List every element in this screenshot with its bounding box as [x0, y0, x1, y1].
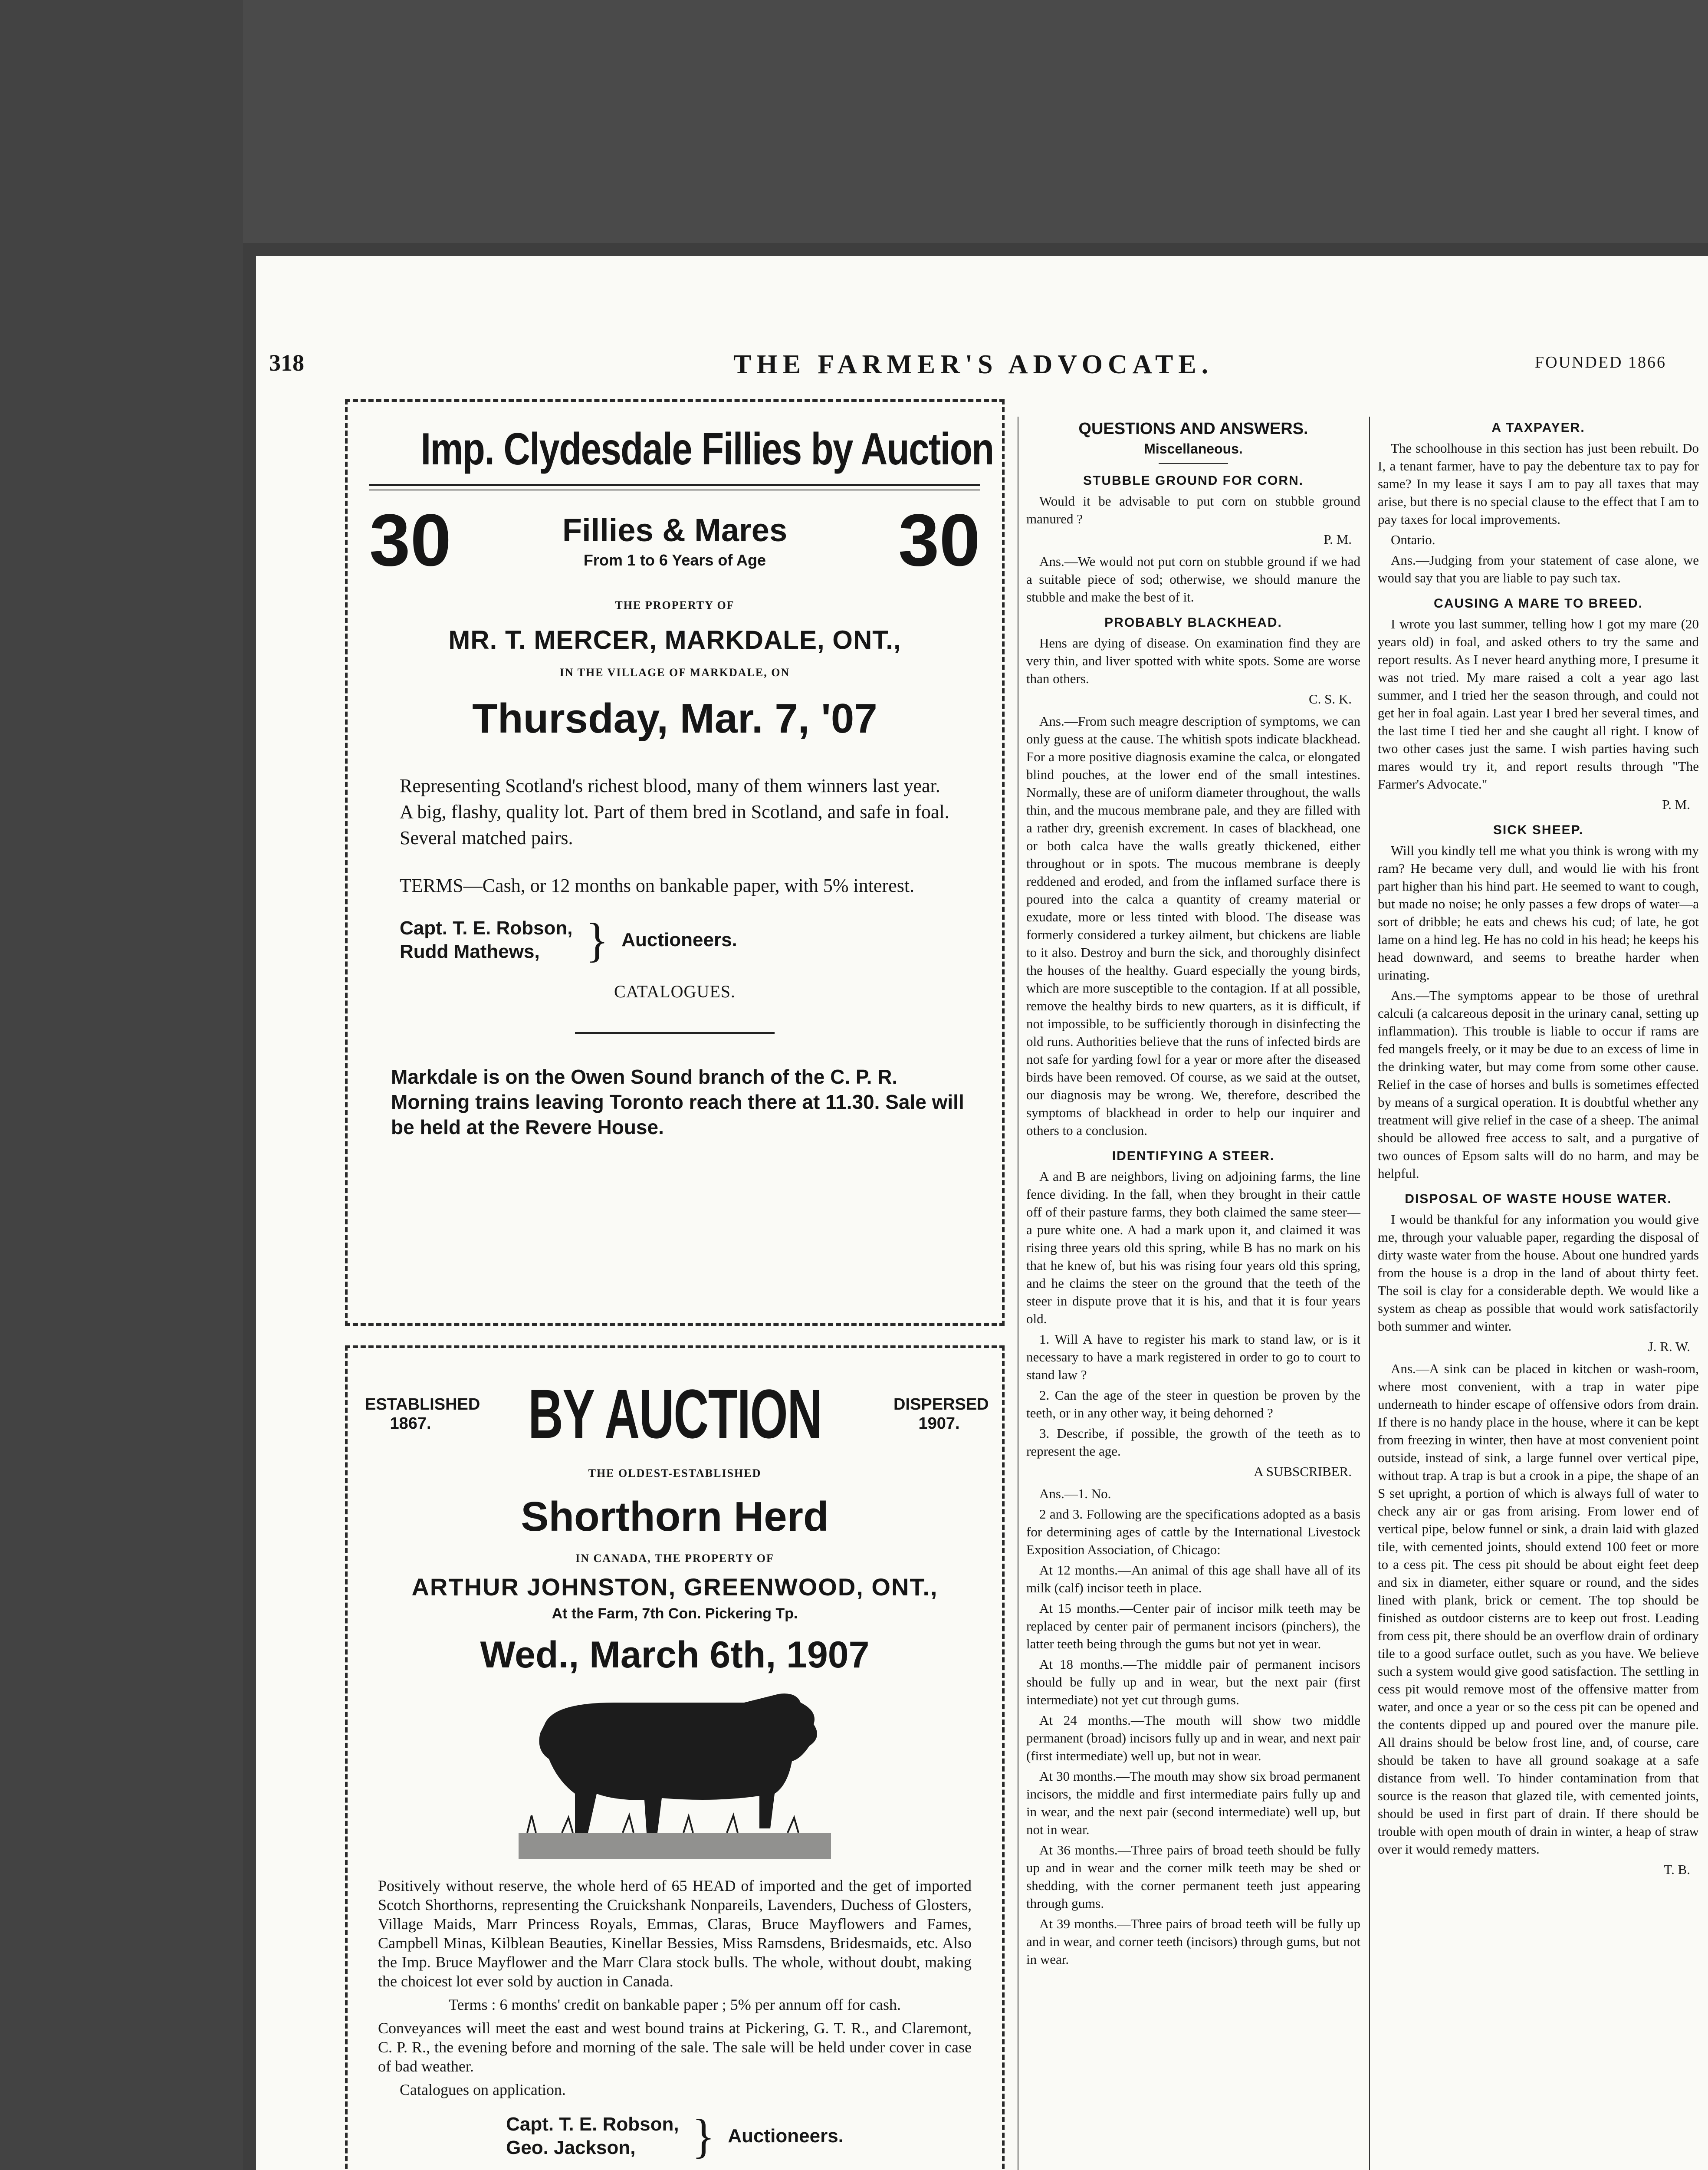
article-question-waste-water: I would be thankful for any information you would give me, through your valuable paper, regarding the disposal of dirty waste water from the house. About one hundred yards from the house is a drop in the land of about thirty feet. The soil is clay for a considerable depth. We would like a system as cheap as possible that would work satisfactorily both summer and winter.: [1378, 1212, 1699, 1334]
article-signature-waste-water: J. R. W.: [1648, 1339, 1690, 1354]
ad1-rule: [369, 484, 980, 490]
page-number: 318: [269, 350, 304, 376]
steer-answer-36-months: At 36 months.—Three pairs of broad teeth should be fully up and in wear and the corner milk teeth may be shed or shedding, with the corner permanent teeth just appearing through gums.: [1026, 1842, 1360, 1911]
steer-question-1: 1. Will A have to register his mark to stand law, or is it necessary to have a mark registered in order to go to court to stand law ?: [1026, 1332, 1360, 1382]
article-heading-waste-water: DISPOSAL OF WASTE HOUSE WATER.: [1405, 1192, 1672, 1206]
ad1-count-center: [562, 512, 787, 569]
steer-question-3: 3. Describe, if possible, the growth of the teeth as to represent the age.: [1026, 1426, 1360, 1459]
ad2-farm: At the Farm, 7th Con. Pickering Tp.: [552, 1605, 798, 1622]
article-answer-waste-water: Ans.—A sink can be placed in kitchen or wash-room, where most convenient, with a trap in water pipe underneath to hinder escape of offensive odors from drain. If there is no handy place in the house, where it can be kept from freezing in winter, then have at most convenient point outside, instead of sink, a large funnel over vertical pipe, without trap. A trap is but a crook in a pipe, the shape of an S set upright, a portion of which is always full of water to check any air or gas from arising. From lower end of vertical pipe, below funnel or sink, a drain laid with glazed tile, with cemented joints, should extend 100 feet or more to a cess pit. The cess pit should be about eight feet deep and six in diameter, either square or round, and the sides lined with plank, brick or cement. The top should be finished as outdoor cisterns are to keep out frost. Leading from cess pit, there should be an overflow drain of ordinary tile to a good surface outlet, such as you have. We believe such a system would give good satisfaction. The settling in cess pit would remove most of the offensive matter from water, and once a year or so the cess pit can be opened and the contents dipped up and poured over the manure pile. All drains should be below frost line, and, of course, care should be taken to have all ground soakage at a safe distance from well. To hinder contamination from that source is the reason that glazed tile, with cemented joints, should be used in first part of drain. If there should be trouble with open mouth of drain in winter, a heap of straw over it would remedy matters.: [1378, 1361, 1699, 1857]
ad2-auctioneer-1: Capt. T. E. Robson,: [506, 2114, 679, 2135]
article-answer-stubble: Ans.—We would not put corn on stubble ground if we had a suitable piece of sod; otherwise, we should manure the stubble and make the best of it.: [1026, 554, 1360, 605]
article-question-sheep: Will you kindly tell me what you think is wrong with my ram? He became very dull, and would lie with his front part higher than his hind part. He seemed to want to cough, but made no noise; he only passes a few drops of water—a sort of dribble; he eats and chews his cud; of late, he got lame on a hind leg. He has no cold in his head; he keeps his head downward, and seems to breathe harder when urinating.: [1378, 843, 1699, 983]
ad2-brace: }: [692, 2110, 715, 2163]
ad1-right-number: 30: [898, 499, 980, 582]
ad2-herd: Shorthorn Herd: [521, 1493, 829, 1540]
ad1-auctioneers-label: Auctioneers.: [621, 929, 737, 950]
ad1-catalogues: CATALOGUES.: [614, 982, 736, 1001]
steer-answer-1: Ans.—1. No.: [1039, 1486, 1111, 1501]
article-signature-blackhead: C. S. K.: [1308, 691, 1352, 707]
article-heading-mare: CAUSING A MARE TO BREED.: [1434, 596, 1643, 611]
section-rule: [1159, 463, 1228, 464]
steer-answer-39-months: At 39 months.—Three pairs of broad teeth will be fully up and in wear, and corner teeth (incisors) through gums, but not in wear.: [1026, 1916, 1360, 1967]
ad1-date: Thursday, Mar. 7, '07: [472, 695, 877, 742]
article-question-blackhead: Hens are dying of disease. On examination find they are very thin, and liver spotted with white spots. Some are worse than others.: [1026, 635, 1360, 686]
bull-silhouette: [539, 1693, 818, 1833]
shorthorn-auction-ad: [345, 1345, 1005, 2170]
founded-line: FOUNDED 1866: [1534, 353, 1666, 372]
ad1-footer: Markdale is on the Owen Sound branch of the C. P. R. Morning trains leaving Toronto reach there at 11.30. Sale will be held at the Revere House.: [391, 1065, 964, 1138]
ad2-catalogues: Catalogues on application.: [400, 2081, 566, 2098]
ad2-oldest: THE OLDEST-ESTABLISHED: [588, 1467, 762, 1480]
steer-answer-2: 2 and 3. Following are the specifications adopted as a basis for determining ages of cattle by the International Livestock Exposition Association, of Chicago:: [1026, 1506, 1360, 1557]
steer-answer-15-months: At 15 months.—Center pair of incisor milk teeth may be replaced by center pair of permanent incisors (pinchers), the latter teeth being through the gums but not yet in wear.: [1026, 1601, 1360, 1651]
ad1-brace: }: [585, 914, 609, 967]
ad1-auctioneers: [400, 914, 985, 967]
ad2-headline-row: [365, 1374, 989, 1454]
column-rule-2: [1369, 417, 1370, 2170]
article-signature-mare: P. M.: [1662, 797, 1690, 812]
article-place-taxpayer: Ontario.: [1391, 532, 1435, 547]
ad2-established: ESTABLISHED 1867.: [365, 1395, 480, 1433]
article-signature-stubble: P. M.: [1324, 532, 1352, 547]
newspaper-page: [256, 256, 1708, 2170]
shorthorn-bull-illustration: [519, 1685, 831, 1859]
ad1-auctioneer-2: Rudd Mathews,: [400, 941, 540, 962]
article-answer-blackhead: Ans.—From such meagre description of symptoms, we can only guess at the cause. The whitish spots indicate blackhead. For a more positive diagnosis examine the calca, or elongated blind pouches, at the lower end of the small intestines. Normally, these are of uniform diameter throughout, the walls thin, and the mucous membrane pale, and they are filled with a rather dry, greenish excrement. In cases of blackhead, one or both calca have the walls greatly thickened, either throughout or in spots. The mucous membrane is deeply reddened and eroded, and from the inflamed surface there is poured into the calca a quantity of creamy material or exudate, more or less tinted with blood. The disease was formerly considered a turkey ailment, but chickens are liable to it also. Destroy and burn the sick, and thoroughly disinfect the houses of the healthy. Guard especially the young birds, which are more susceptible to the contagion. If at all possible, remove the healthy birds to new quarters, as it is difficult, if not impossible, to be sufficiently thorough in disinfecting the old runs. Authorities believe that the runs of infected birds are not safe for yarding fowl for a year or more after the diseased birds have been removed. Of course, as we said at the outset, our diagnosis may be wrong. We, therefore, described the symptoms of blackhead in order to help our inquirer and others to a conclusion.: [1026, 713, 1360, 1138]
ad1-count-row: [369, 499, 980, 582]
ad1-description: Representing Scotland's richest blood, many of them winners last year. A big, flashy, quality lot. Part of them bred in Scotland, and safe in foal. Several matched pairs.: [400, 775, 949, 848]
clydesdale-auction-ad: [345, 399, 1005, 1326]
ad1-left-number: 30: [369, 499, 452, 582]
ad1-village: IN THE VILLAGE OF MARKDALE, ON: [559, 666, 790, 679]
steer-question-2: 2. Can the age of the steer in question be proven by the teeth, or in any other way, it being dehorned ?: [1026, 1387, 1360, 1420]
questions-column-1: [1026, 419, 1360, 1971]
steer-answer-30-months: At 30 months.—The mouth may show six broad permanent incisors, the middle and first intermediate pairs fully up and in wear, and the next pair (second intermediate) well up, but not in wear.: [1026, 1769, 1360, 1837]
article-heading-blackhead: PROBABLY BLACKHEAD.: [1104, 615, 1282, 630]
ad2-owner: ARTHUR JOHNSTON, GREENWOOD, ONT.,: [411, 1573, 938, 1601]
ad2-terms: Terms : 6 months' credit on bankable paper ; 5% per annum off for cash.: [449, 1996, 901, 2013]
article-question-steer: A and B are neighbors, living on adjoining farms, the line fence dividing. In the fall, when they brought in their cattle off of their pasture farms, they both claimed the same steer—a pure white one. A had a mark upon it, and claimed it was rising three years old this spring, while B has no mark on his that he knew of, but his was rising four years old this spring, and he claims the steer on the ground that the teeth of the steer in dispute prove that it is his, and that it is four years old.: [1026, 1169, 1360, 1326]
ad2-auctioneers: [365, 2110, 985, 2163]
ad1-terms: TERMS—Cash, or 12 months on bankable paper, with 5% interest.: [400, 875, 915, 896]
article-signature-steer: A SUBSCRIBER.: [1254, 1464, 1352, 1479]
ad2-date: Wed., March 6th, 1907: [480, 1634, 870, 1676]
ad2-description: Positively without reserve, the whole herd of 65 HEAD of imported and the get of imported Scotch Shorthorns, representing the Cruickshank Nonpareils, Lavenders, Duchess of Glosters, Village Maids, Marr Princess Royals, Emmas, Claras, Bruce Mayflowers and Fames, Campbell Minas, Kilblean Beauties, Kinellar Bessies, Miss Ramsdens, Bridesmaids, etc. Also the Imp. Bruce Mayflower and the Marr Clara stock bulls. The whole, without doubt, making the choicest lot ever sold by auction in Canada.: [378, 1877, 972, 1990]
ad1-count-line: Fillies & Mares: [562, 512, 788, 548]
ad2-dispersed: DISPERSED 1907.: [893, 1395, 989, 1433]
scan-background-top: [0, 0, 1708, 243]
ad2-headline: BY AUCTION: [528, 1375, 822, 1453]
article-answer-taxpayer: Ans.—Judging from your statement of case alone, we would say that you are liable to pay such tax.: [1378, 552, 1699, 585]
section-subtitle: Miscellaneous.: [1144, 441, 1243, 457]
steer-answer-12-months: At 12 months.—An animal of this age shall have all of its milk (calf) incisor teeth in place.: [1026, 1562, 1360, 1595]
questions-column-2: [1378, 419, 1699, 1883]
article-answer-signature-waste-water: T. B.: [1664, 1862, 1690, 1877]
ad2-conveyances: Conveyances will meet the east and west bound trains at Pickering, G. T. R., and Claremont, C. P. R., the evening before and morning of the sale. The sale will be held under cover in case of bad weather.: [378, 2019, 972, 2075]
ad1-age-line: From 1 to 6 Years of Age: [583, 551, 766, 569]
article-heading-taxpayer: A TAXPAYER.: [1491, 421, 1585, 435]
ad1-auctioneer-names: [400, 917, 572, 963]
article-heading-steer: IDENTIFYING A STEER.: [1112, 1149, 1275, 1163]
ad1-headline: Imp. Clydesdale Fillies by Auction: [420, 424, 994, 474]
ad2-auctioneers-label: Auctioneers.: [728, 2125, 844, 2147]
page-title: THE FARMER'S ADVOCATE.: [733, 350, 1214, 379]
ad1-owner: MR. T. MERCER, MARKDALE, ONT.,: [448, 625, 901, 654]
ad1-divider: [575, 1032, 775, 1034]
article-answer-sheep: Ans.—The symptoms appear to be those of urethral calculi (a calcareous deposit in the urinary canal, setting up inflammation). This trouble is liable to occur if rams are fed mangels freely, or it may be due to an excess of lime in the drinking water, but may come from some other cause. Relief in the case of horses and bulls is sometimes effected by means of a surgical operation. It is doubtful whether any treatment will give relief in the case of a sheep. The animal should be allowed free access to salt, and a purgative of two ounces of Epsom salts will do no harm, and may be helpful.: [1378, 988, 1699, 1181]
ad2-property: IN CANADA, THE PROPERTY OF: [575, 1552, 774, 1565]
steer-answer-18-months: At 18 months.—The middle pair of permanent incisors should be fully up and in wear, but the next pair (first intermediate) not yet cut through gums.: [1026, 1657, 1360, 1707]
steer-answer-24-months: At 24 months.—The mouth will show two middle permanent (broad) incisors fully up and in wear, and next pair (first intermediate) well up, but not in wear.: [1026, 1713, 1360, 1763]
ad1-auctioneer-1: Capt. T. E. Robson,: [400, 917, 573, 939]
ad2-auctioneer-2: Geo. Jackson,: [506, 2137, 636, 2158]
page-header: [269, 349, 1666, 384]
article-heading-sheep: SICK SHEEP.: [1493, 823, 1584, 837]
article-question-mare: I wrote you last summer, telling how I got my mare (20 years old) in foal, and asked others to try the same and report results. As I never heard anything more, I presume it was not tried. My mare raised a colt a year ago last summer, and I tried her the season through, and could not get her in foal again. Last year I bred her several times, and the last time I tied her and she caught all right. I know of two other cases just the same. I wish parties having such mares would try it, and report results through "The Farmer's Advocate.": [1378, 616, 1699, 792]
article-question-taxpayer: The schoolhouse in this section has just been rebuilt. Do I, a tenant farmer, have to pay the debenture tax to pay for same? In my lease it says I am to pay all taxes that may arise, but there is no special clause to the effect that I am to pay taxes for local improvements.: [1378, 441, 1699, 527]
ad2-auctioneer-names: [506, 2113, 679, 2160]
ad1-property-of: THE PROPERTY OF: [615, 599, 735, 612]
section-title: QUESTIONS AND ANSWERS.: [1078, 420, 1308, 438]
grass: [519, 1833, 831, 1859]
scan-background-left: [0, 0, 243, 2170]
article-question-stubble: Would it be advisable to put corn on stubble ground manured ?: [1026, 493, 1360, 526]
article-heading-stubble: STUBBLE GROUND FOR CORN.: [1083, 473, 1304, 488]
